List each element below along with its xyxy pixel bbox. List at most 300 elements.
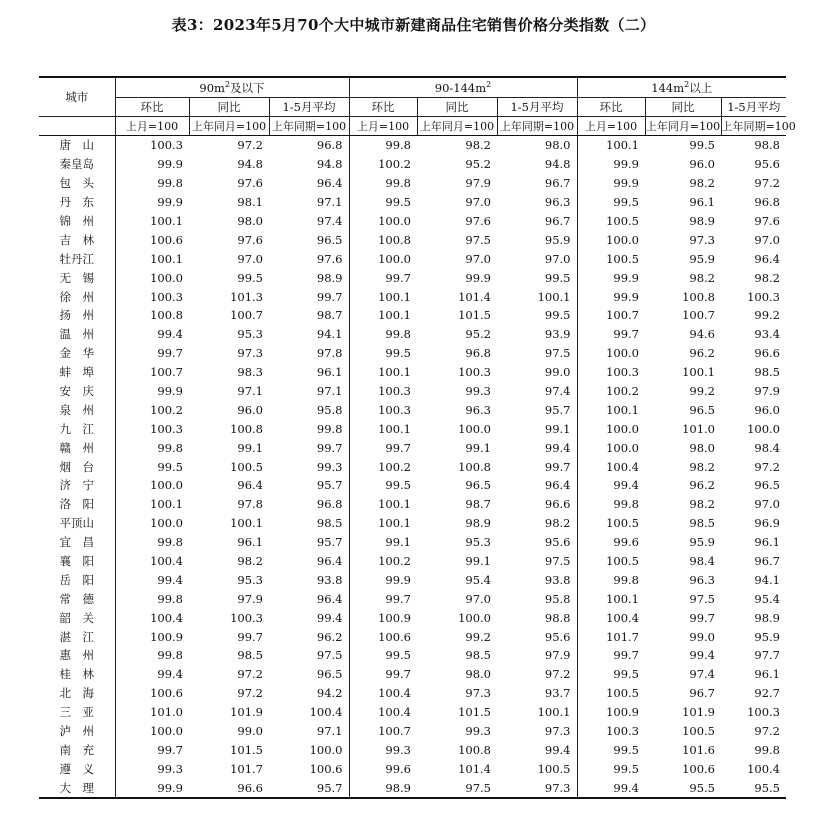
value-cell: 95.5: [645, 778, 721, 798]
basis-header: 上月=100: [349, 117, 417, 136]
value-cell: 97.3: [237, 346, 263, 361]
value-cell: 96.6: [544, 497, 571, 512]
value-cell: 96.5: [754, 478, 780, 493]
value-cell: 99.7: [349, 438, 417, 457]
value-cell: 99.8: [115, 438, 189, 457]
value-cell: 101.0: [682, 421, 715, 436]
value-cell: 100.2: [349, 552, 417, 571]
value-cell: 96.9: [754, 516, 780, 531]
city-cell: 唐 山: [59, 138, 94, 153]
value-cell: 100.1: [577, 589, 645, 608]
table-row: [39, 514, 786, 533]
city-cell: 桂 林: [59, 667, 94, 682]
group-header: $144m^2$以上: [577, 77, 786, 98]
value-cell: 101.4: [458, 761, 491, 776]
city-cell: 徐 州: [59, 289, 94, 304]
value-cell: 94.8: [237, 157, 263, 172]
basis-header: 上年同期=100: [721, 117, 786, 136]
table-row: [39, 438, 786, 457]
city-cell: 泉 州: [59, 402, 94, 417]
value-cell: 100.1: [115, 495, 189, 514]
table-row: [39, 193, 786, 212]
value-cell: 95.2: [465, 157, 491, 172]
value-cell: 101.4: [458, 289, 491, 304]
value-cell: 98.5: [237, 648, 263, 663]
value-cell: 100.3: [115, 419, 189, 438]
value-cell: 96.7: [544, 176, 571, 191]
value-cell: 100.2: [349, 155, 417, 174]
value-cell: 97.6: [237, 232, 263, 247]
value-cell: 97.9: [237, 591, 263, 606]
value-cell: 100.3: [349, 382, 417, 401]
value-cell: 97.6: [237, 176, 263, 191]
basis-header-blank: [39, 117, 115, 136]
value-cell: 100.1: [577, 136, 645, 155]
value-cell: 99.6: [349, 759, 417, 778]
value-cell: 95.7: [316, 535, 343, 550]
value-cell: 97.9: [754, 384, 780, 399]
value-cell: 97.9: [465, 176, 491, 191]
sub-header: 同比: [189, 98, 269, 117]
value-cell: 97.1: [316, 195, 343, 210]
value-cell: 99.9: [577, 268, 645, 287]
value-cell: 96.6: [189, 778, 269, 798]
value-cell: 101.7: [577, 627, 645, 646]
value-cell: 95.6: [754, 157, 780, 172]
value-cell: 95.9: [689, 535, 715, 550]
table-row: [39, 608, 786, 627]
value-cell: 99.9: [577, 174, 645, 193]
table-row: [39, 722, 786, 741]
value-cell: 99.7: [689, 610, 715, 625]
value-cell: 100.3: [115, 287, 189, 306]
value-cell: 96.7: [689, 686, 715, 701]
value-cell: 96.3: [465, 402, 491, 417]
value-cell: 100.1: [577, 400, 645, 419]
group-header: $90m^2$及以下: [115, 77, 349, 98]
value-cell: 95.6: [544, 535, 571, 550]
value-cell: 96.2: [689, 346, 715, 361]
value-cell: 97.5: [465, 232, 491, 247]
value-cell: 100.7: [682, 308, 715, 323]
table-row: [39, 552, 786, 571]
value-cell: 100.4: [349, 684, 417, 703]
value-cell: 100.0: [309, 742, 343, 757]
value-cell: 98.8: [754, 138, 780, 153]
basis-header: 上年同期=100: [497, 117, 577, 136]
value-cell: 99.4: [544, 440, 571, 455]
value-cell: 99.4: [689, 648, 715, 663]
value-cell: 100.0: [577, 419, 645, 438]
table-row: [39, 344, 786, 363]
value-cell: 97.4: [544, 384, 571, 399]
value-cell: 96.1: [689, 195, 715, 210]
value-cell: 101.9: [230, 705, 263, 720]
value-cell: 101.7: [230, 761, 263, 776]
value-cell: 100.6: [349, 627, 417, 646]
value-cell: 95.8: [544, 591, 571, 606]
value-cell: 100.5: [577, 552, 645, 571]
value-cell: 100.0: [115, 722, 189, 741]
value-cell: 101.0: [115, 703, 189, 722]
value-cell: 100.8: [230, 421, 263, 436]
value-cell: 96.3: [544, 195, 571, 210]
value-cell: 96.4: [754, 251, 780, 266]
value-cell: 100.1: [537, 705, 571, 720]
value-cell: 97.2: [754, 176, 780, 191]
value-cell: 95.8: [316, 402, 343, 417]
value-cell: 96.1: [754, 535, 780, 550]
value-cell: 96.8: [316, 497, 343, 512]
group-header: $90-144m^2$: [349, 77, 577, 98]
value-cell: 99.7: [544, 459, 571, 474]
city-cell: 烟 台: [59, 459, 94, 474]
value-cell: 100.9: [115, 627, 189, 646]
value-cell: 94.1: [754, 572, 780, 587]
value-cell: 97.7: [754, 648, 780, 663]
value-cell: 99.5: [689, 138, 715, 153]
sub-header: 1-5月平均: [269, 98, 349, 117]
value-cell: 101.5: [458, 705, 491, 720]
table-row: [39, 684, 786, 703]
value-cell: 100.8: [458, 742, 491, 757]
value-cell: 99.5: [544, 308, 571, 323]
value-cell: 100.0: [349, 249, 417, 268]
value-cell: 93.9: [544, 327, 571, 342]
value-cell: 98.5: [689, 516, 715, 531]
value-cell: 100.4: [309, 705, 343, 720]
table-row: [39, 212, 786, 231]
city-cell: 丹 东: [59, 195, 94, 210]
value-cell: 95.7: [269, 778, 349, 798]
value-cell: 100.1: [349, 363, 417, 382]
value-cell: 100.8: [458, 459, 491, 474]
city-cell: 蚌 埠: [59, 365, 94, 380]
value-cell: 99.8: [577, 495, 645, 514]
value-cell: 101.5: [230, 742, 263, 757]
value-cell: 96.4: [316, 554, 343, 569]
value-cell: 93.8: [544, 572, 571, 587]
value-cell: 97.0: [237, 251, 263, 266]
value-cell: 99.8: [115, 646, 189, 665]
value-cell: 98.2: [544, 516, 571, 531]
value-cell: 99.4: [115, 325, 189, 344]
value-cell: 96.1: [316, 365, 343, 380]
value-cell: 99.4: [115, 665, 189, 684]
table-row: [39, 533, 786, 552]
value-cell: 99.2: [754, 308, 780, 323]
city-cell: 洛 阳: [59, 497, 94, 512]
value-cell: 100.1: [537, 289, 571, 304]
value-cell: 100.4: [115, 552, 189, 571]
table-body: [39, 136, 786, 799]
value-cell: 97.2: [237, 138, 263, 153]
value-cell: 100.0: [577, 344, 645, 363]
city-cell: 泸 州: [59, 724, 94, 739]
value-cell: 99.4: [577, 476, 645, 495]
value-cell: 99.5: [577, 759, 645, 778]
value-cell: 100.0: [458, 421, 491, 436]
value-cell: 99.7: [316, 289, 343, 304]
sub-header: 1-5月平均: [721, 98, 786, 117]
value-cell: 100.1: [682, 365, 715, 380]
value-cell: 100.5: [577, 249, 645, 268]
value-cell: 100.5: [682, 724, 715, 739]
table-row: [39, 400, 786, 419]
value-cell: 100.7: [115, 363, 189, 382]
value-cell: 97.5: [316, 648, 343, 663]
city-cell: 无 锡: [59, 270, 94, 285]
table-row: [39, 570, 786, 589]
value-cell: 97.2: [754, 724, 780, 739]
value-cell: 99.2: [465, 629, 491, 644]
value-cell: 96.5: [689, 402, 715, 417]
value-cell: 99.4: [544, 742, 571, 757]
value-cell: 97.2: [237, 667, 263, 682]
value-cell: 97.8: [237, 497, 263, 512]
value-cell: 99.8: [349, 174, 417, 193]
page-title: 表3：2023年5月70个大中城市新建商品住宅销售价格分类指数（二）: [171, 16, 656, 34]
value-cell: 97.6: [316, 251, 343, 266]
city-cell: 秦皇岛: [59, 157, 94, 172]
value-cell: 99.5: [349, 646, 417, 665]
value-cell: 99.3: [465, 384, 491, 399]
value-cell: 100.1: [349, 306, 417, 325]
value-cell: 96.8: [465, 346, 491, 361]
value-cell: 100.2: [349, 457, 417, 476]
value-cell: 101.5: [458, 308, 491, 323]
value-cell: 99.9: [115, 382, 189, 401]
table-row: [39, 665, 786, 684]
value-cell: 97.4: [316, 214, 343, 228]
city-cell: 大 理: [39, 778, 115, 798]
value-cell: 100.0: [577, 230, 645, 249]
value-cell: 100.3: [458, 365, 491, 380]
value-cell: 100.1: [115, 249, 189, 268]
value-cell: 96.4: [237, 478, 263, 493]
value-cell: 99.8: [349, 325, 417, 344]
value-cell: 99.0: [689, 629, 715, 644]
value-cell: 97.1: [237, 384, 263, 399]
value-cell: 97.9: [544, 648, 571, 663]
value-cell: 99.3: [115, 759, 189, 778]
value-cell: 98.2: [689, 459, 715, 474]
value-cell: 97.0: [754, 497, 780, 512]
value-cell: 95.3: [465, 535, 491, 550]
value-cell: 99.1: [544, 421, 571, 436]
basis-header: 上年同月=100: [189, 117, 269, 136]
value-cell: 97.2: [754, 459, 780, 474]
value-cell: 92.7: [754, 686, 780, 701]
value-cell: 98.9: [689, 214, 715, 228]
value-cell: 94.8: [316, 157, 343, 172]
sub-header: 环比: [115, 98, 189, 117]
value-cell: 97.3: [465, 686, 491, 701]
value-cell: 98.0: [544, 138, 571, 153]
value-cell: 99.8: [316, 421, 343, 436]
value-cell: 101.9: [682, 705, 715, 720]
value-cell: 96.8: [754, 195, 780, 210]
table-row: [39, 325, 786, 344]
value-cell: 100.3: [747, 289, 780, 304]
value-cell: 100.4: [577, 608, 645, 627]
value-cell: 100.1: [230, 516, 263, 531]
value-cell: 100.5: [230, 459, 263, 474]
value-cell: 97.5: [544, 346, 571, 361]
value-cell: 96.1: [237, 535, 263, 550]
value-cell: 98.2: [689, 497, 715, 512]
city-cell: 南 充: [59, 742, 94, 757]
city-cell: 锦 州: [59, 214, 94, 228]
value-cell: 97.2: [544, 667, 571, 682]
value-cell: 95.5: [721, 778, 786, 798]
value-cell: 99.8: [115, 533, 189, 552]
value-cell: 100.3: [115, 136, 189, 155]
value-cell: 99.9: [115, 155, 189, 174]
value-cell: 98.9: [754, 610, 780, 625]
city-cell: 三 亚: [59, 705, 94, 720]
value-cell: 96.4: [544, 478, 571, 493]
value-cell: 97.0: [465, 195, 491, 210]
value-cell: 96.4: [316, 591, 343, 606]
value-cell: 100.0: [458, 610, 491, 625]
value-cell: 98.7: [465, 497, 491, 512]
value-cell: 100.9: [349, 608, 417, 627]
value-cell: 95.9: [544, 232, 571, 247]
value-cell: 95.6: [544, 629, 571, 644]
city-cell: 牡丹江: [59, 251, 94, 266]
value-cell: 100.1: [115, 212, 189, 231]
value-cell: 100.4: [115, 608, 189, 627]
basis-header: 上年同月=100: [417, 117, 497, 136]
value-cell: 96.5: [316, 667, 343, 682]
value-cell: 99.1: [465, 440, 491, 455]
value-cell: 100.3: [230, 610, 263, 625]
value-cell: 97.5: [417, 778, 497, 798]
value-cell: 99.6: [577, 533, 645, 552]
value-cell: 97.6: [754, 214, 780, 228]
value-cell: 100.3: [577, 722, 645, 741]
value-cell: 95.2: [465, 327, 491, 342]
table-row: [39, 363, 786, 382]
value-cell: 100.5: [577, 212, 645, 231]
value-cell: 98.5: [754, 365, 780, 380]
value-cell: 94.6: [689, 327, 715, 342]
table-row: [39, 495, 786, 514]
value-cell: 99.8: [349, 136, 417, 155]
value-cell: 99.5: [115, 457, 189, 476]
value-cell: 100.8: [682, 289, 715, 304]
value-cell: 100.5: [577, 684, 645, 703]
value-cell: 99.7: [349, 589, 417, 608]
value-cell: 100.0: [115, 514, 189, 533]
value-cell: 99.9: [577, 287, 645, 306]
value-cell: 98.8: [544, 610, 571, 625]
value-cell: 99.7: [316, 440, 343, 455]
city-cell: 襄 阳: [59, 554, 94, 569]
city-cell: 赣 州: [59, 440, 94, 455]
value-cell: 96.1: [754, 667, 780, 682]
city-cell: 金 华: [59, 346, 94, 361]
city-cell: 平顶山: [59, 516, 94, 531]
value-cell: 100.6: [309, 761, 343, 776]
price-index-table: [39, 76, 796, 799]
value-cell: 96.0: [689, 157, 715, 172]
value-cell: 97.5: [689, 591, 715, 606]
value-cell: 98.2: [465, 138, 491, 153]
sub-header: 同比: [417, 98, 497, 117]
table-row: [39, 136, 786, 155]
value-cell: 99.7: [349, 268, 417, 287]
table-row: [39, 703, 786, 722]
value-cell: 100.6: [115, 230, 189, 249]
value-cell: 95.3: [237, 327, 263, 342]
value-cell: 97.5: [544, 554, 571, 569]
value-cell: 96.8: [316, 138, 343, 153]
value-cell: 99.9: [349, 570, 417, 589]
value-cell: 99.9: [115, 778, 189, 798]
value-cell: 99.5: [544, 270, 571, 285]
value-cell: 95.9: [754, 629, 780, 644]
value-cell: 98.9: [316, 270, 343, 285]
value-cell: 96.6: [754, 346, 780, 361]
value-cell: 100.2: [577, 382, 645, 401]
value-cell: 100.0: [115, 476, 189, 495]
value-cell: 99.5: [349, 476, 417, 495]
city-cell: 扬 州: [59, 308, 94, 323]
city-cell: 韶 关: [59, 610, 94, 625]
value-cell: 100.7: [577, 306, 645, 325]
value-cell: 98.9: [349, 778, 417, 798]
basis-header: 上年同月=100: [645, 117, 721, 136]
value-cell: 96.2: [316, 629, 343, 644]
value-cell: 100.5: [577, 514, 645, 533]
value-cell: 99.5: [577, 193, 645, 212]
value-cell: 100.0: [747, 421, 780, 436]
value-cell: 100.0: [115, 268, 189, 287]
value-cell: 96.0: [754, 402, 780, 417]
value-cell: 94.1: [316, 327, 343, 342]
value-cell: 100.8: [115, 306, 189, 325]
value-cell: 96.5: [465, 478, 491, 493]
table-row: [39, 306, 786, 325]
city-cell: 遵 义: [59, 761, 94, 776]
value-cell: 98.2: [237, 554, 263, 569]
city-cell: 岳 阳: [59, 572, 94, 587]
value-cell: 99.5: [349, 193, 417, 212]
value-cell: 99.9: [115, 193, 189, 212]
city-cell: 惠 州: [59, 648, 94, 663]
city-cell: 北 海: [59, 686, 94, 701]
table-row: [39, 174, 786, 193]
sub-header: 同比: [645, 98, 721, 117]
city-cell: 九 江: [59, 421, 94, 436]
value-cell: 99.0: [237, 724, 263, 739]
sub-header: 环比: [349, 98, 417, 117]
value-cell: 98.9: [465, 516, 491, 531]
value-cell: 98.2: [754, 270, 780, 285]
value-cell: 99.8: [115, 174, 189, 193]
value-cell: 101.3: [230, 289, 263, 304]
value-cell: 98.0: [237, 214, 263, 228]
value-cell: 93.7: [544, 686, 571, 701]
value-cell: 99.0: [544, 365, 571, 380]
value-cell: 96.0: [237, 402, 263, 417]
table-row: [39, 627, 786, 646]
value-cell: 97.1: [316, 724, 343, 739]
value-cell: 100.0: [349, 212, 417, 231]
value-cell: 97.1: [316, 384, 343, 399]
